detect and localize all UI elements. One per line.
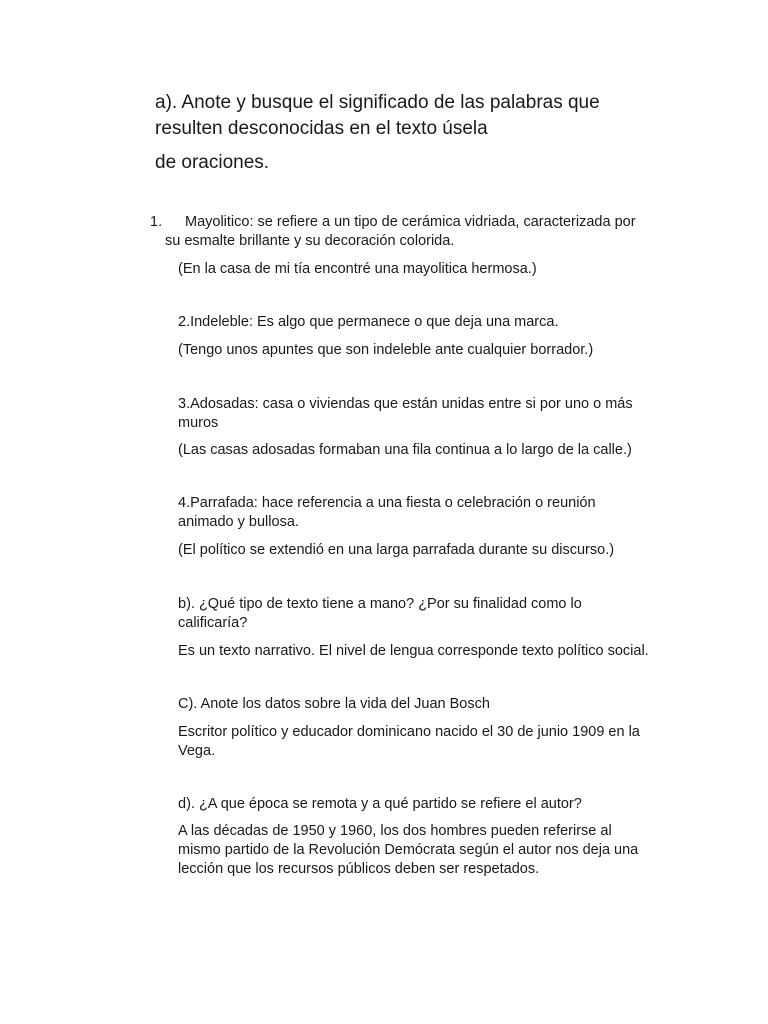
answer-d-line-2: mismo partido de la Revolución Demócrata según el autor nos deja una xyxy=(178,842,639,858)
heading-line-3: de oraciones. xyxy=(155,152,270,173)
heading xyxy=(155,90,655,142)
item-4-example: (El político se extendió en una larga parrafada durante su discurso.) xyxy=(178,542,615,558)
item-4-definition-line-2: animado y bullosa. xyxy=(178,514,299,530)
item-2-example: (Tengo unos apuntes que son indeleble ante cualquier borrador.) xyxy=(178,342,594,358)
item-4-definition-line-1: 4.Parrafada: hace referencia a una fiesta o celebración o reunión xyxy=(178,495,596,511)
item-3-definition-line-2: muros xyxy=(178,415,219,431)
question-d: d). ¿A que época se remota y a qué partido se refiere el autor? xyxy=(178,796,582,812)
heading-line-1: a). Anote y busque el significado de las palabras que xyxy=(155,92,600,113)
answer-c-line-2: Vega. xyxy=(178,743,216,759)
question-b-line-2: calificaría? xyxy=(178,615,248,631)
item-3-example: (Las casas adosadas formaban una fila continua a lo largo de la calle.) xyxy=(178,442,632,458)
answer-b: Es un texto narrativo. El nivel de lengua corresponde texto político social. xyxy=(178,643,649,659)
item-1-definition-line-1: Mayolitico: se refiere a un tipo de cerámica vidriada, caracterizada por xyxy=(185,214,636,230)
heading-line-2: resulten desconocidas en el texto úsela xyxy=(155,118,488,139)
item-1-example: (En la casa de mi tía encontré una mayolitica hermosa.) xyxy=(178,261,537,277)
question-b-line-1: b). ¿Qué tipo de texto tiene a mano? ¿Por su finalidad como lo xyxy=(178,596,582,612)
answer-c-line-1: Escritor político y educador dominicano nacido el 30 de junio 1909 en la xyxy=(178,724,640,740)
item-2-definition: 2.Indeleble: Es algo que permanece o que deja una marca. xyxy=(178,314,559,330)
list-number-1: 1. xyxy=(150,214,163,230)
question-c: C). Anote los datos sobre la vida del Juan Bosch xyxy=(178,696,490,712)
item-1-definition-line-2: su esmalte brillante y su decoración colorida. xyxy=(165,233,455,249)
item-3-definition-line-1: 3.Adosadas: casa o viviendas que están unidas entre si por uno o más xyxy=(178,396,633,412)
answer-d-line-3: lección que los recursos públicos deben ser respetados. xyxy=(178,861,540,877)
answer-d-line-1: A las décadas de 1950 y 1960, los dos hombres pueden referirse al xyxy=(178,823,612,839)
